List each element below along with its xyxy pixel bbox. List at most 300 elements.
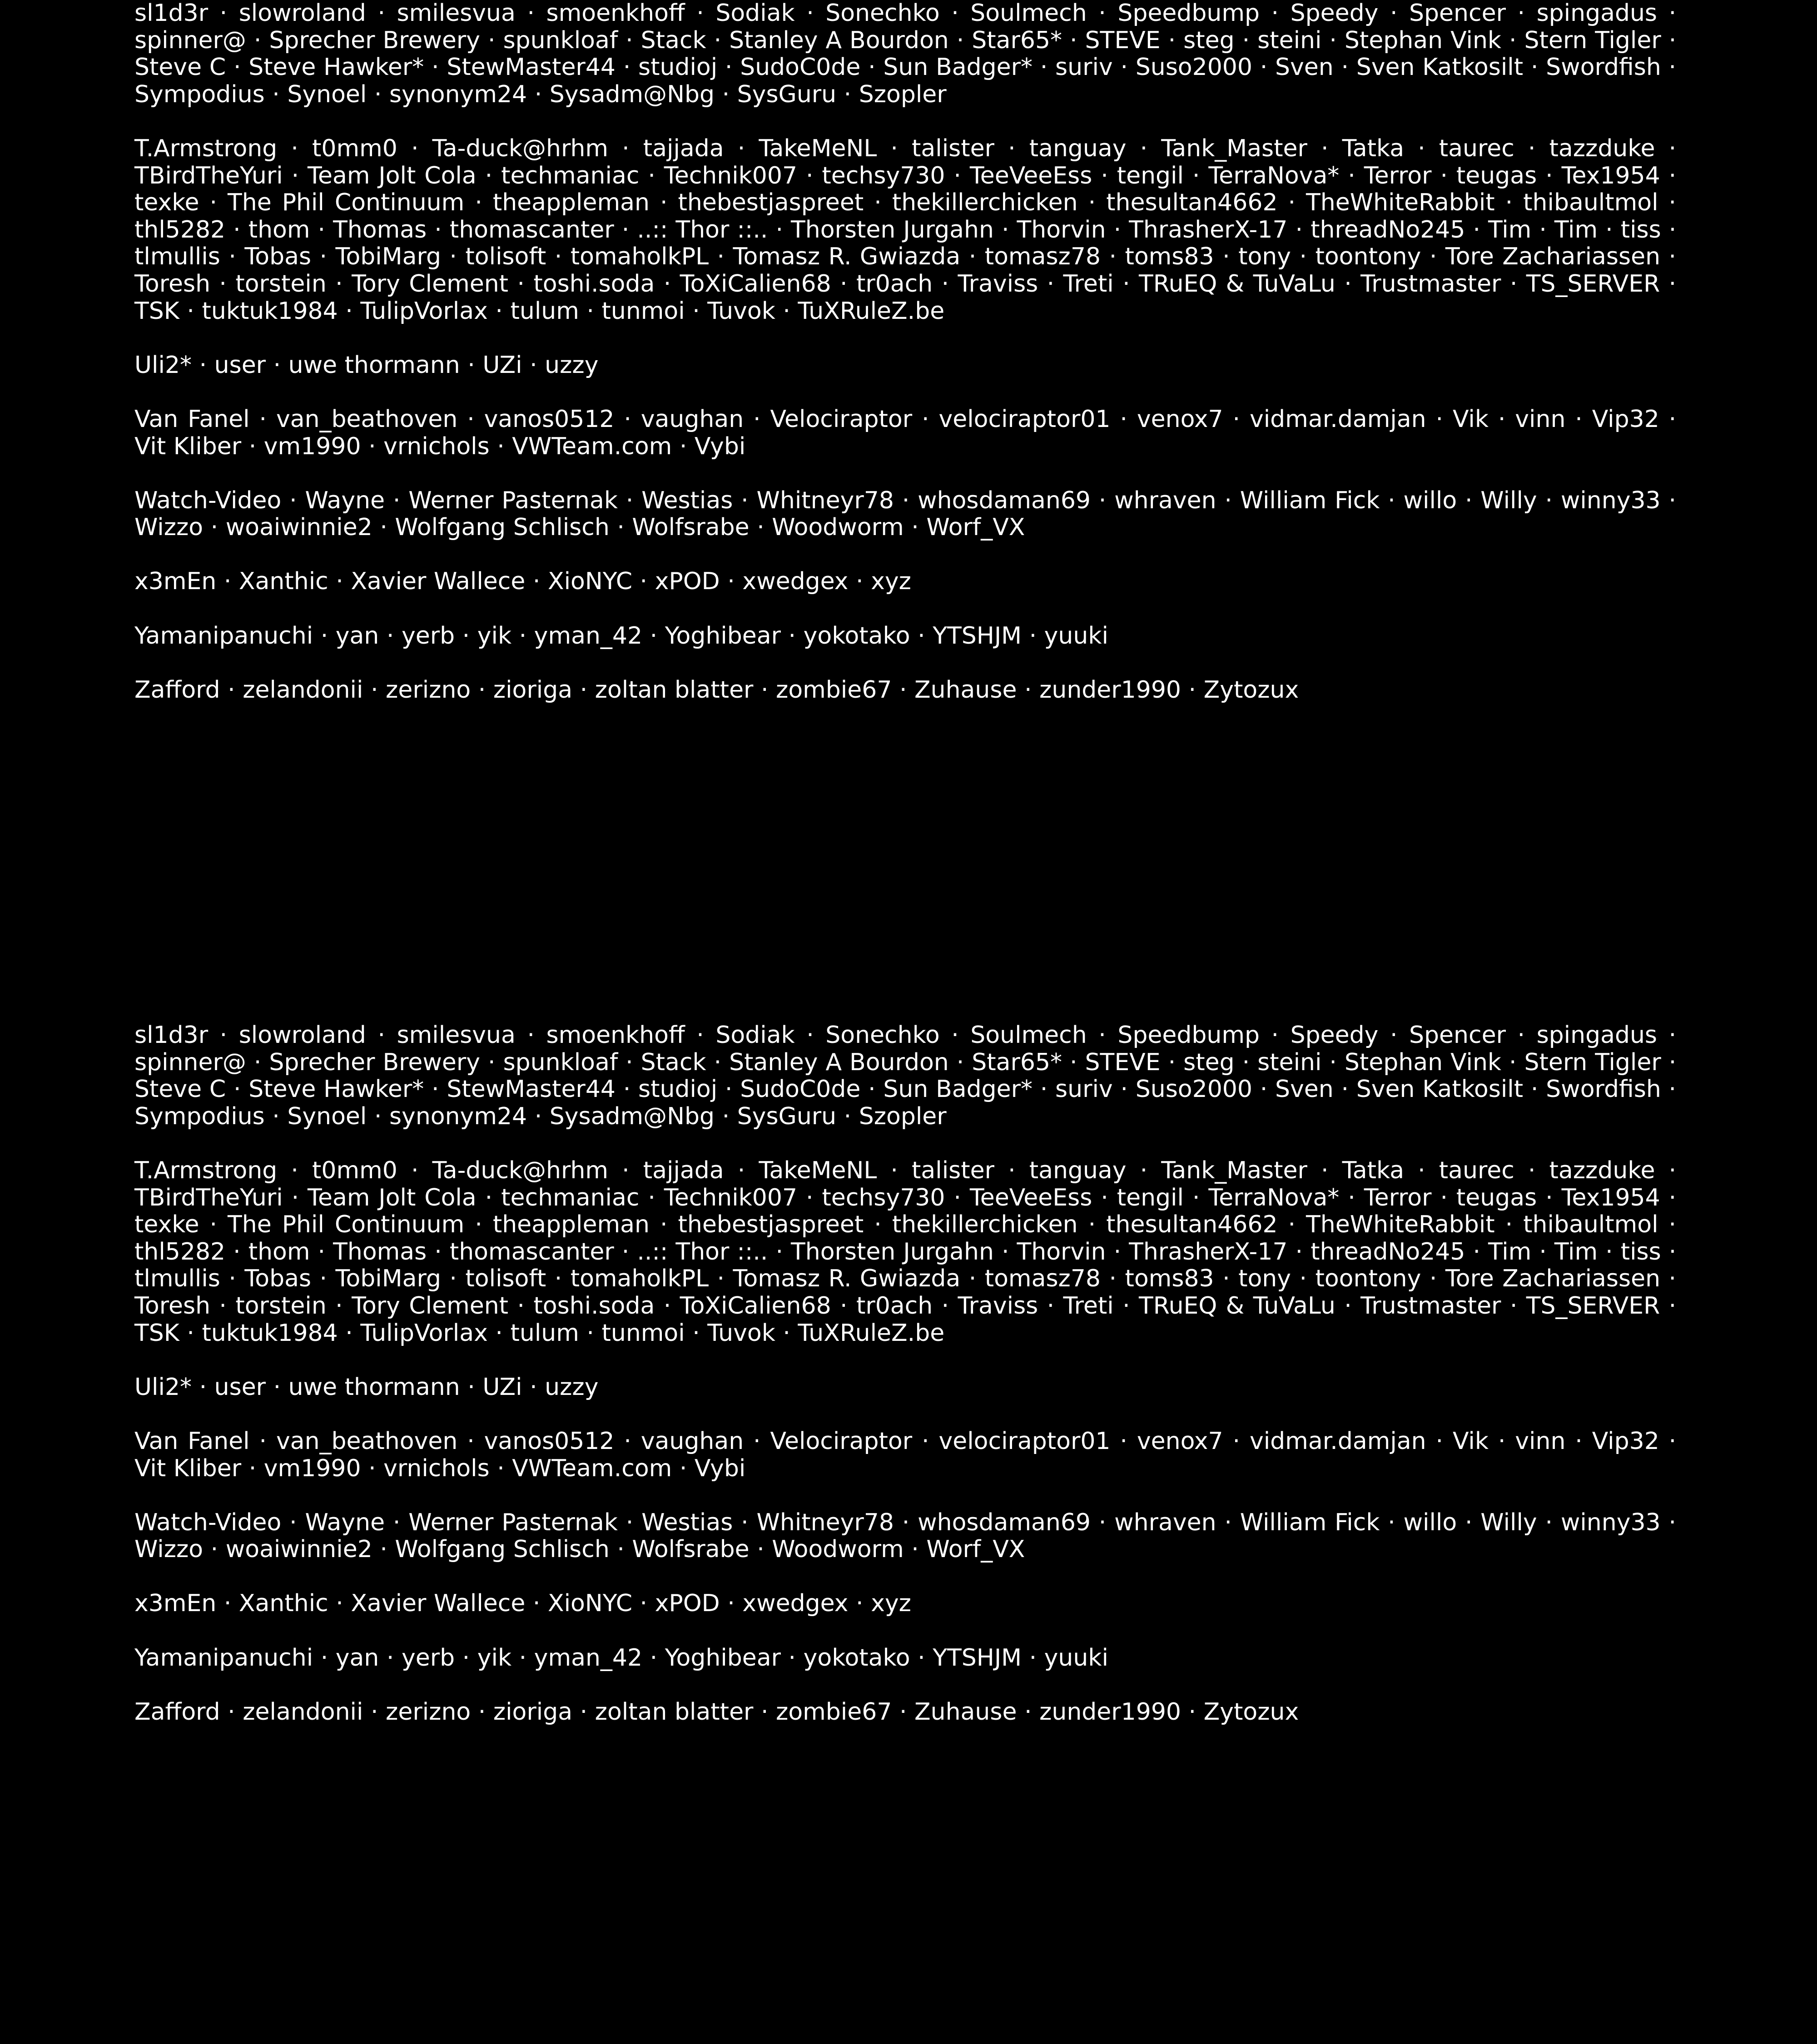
contributor-name: Stephan Vink xyxy=(1344,26,1502,54)
name-separator: · xyxy=(1668,1022,1677,1049)
name-separator: · xyxy=(1509,1048,1517,1076)
contributor-name: thl5282 xyxy=(134,216,226,243)
contributor-name: Yoghibear xyxy=(665,1644,781,1672)
contributor-name: Werner Pasternak xyxy=(408,1508,618,1536)
contributor-name: TheWhiteRabbit xyxy=(1306,189,1495,217)
contributor-name: Vik xyxy=(1452,405,1489,433)
contributor-name: tajjada xyxy=(643,134,724,162)
name-separator: · xyxy=(432,54,439,81)
contributor-name: tazzduke xyxy=(1549,134,1655,162)
contributor-name: vrnichols xyxy=(383,1454,490,1482)
contributor-name: Thorvin xyxy=(1017,216,1106,243)
name-separator: · xyxy=(717,243,725,271)
contributor-name: zoltan blatter xyxy=(595,676,754,704)
contributor-name: Terror xyxy=(1364,162,1432,189)
name-separator: · xyxy=(370,676,378,704)
name-separator: · xyxy=(434,216,442,243)
contributor-name: studioj xyxy=(638,1076,718,1103)
name-separator: · xyxy=(623,54,631,81)
contributor-name: whraven xyxy=(1114,486,1216,514)
name-separator: · xyxy=(1188,1698,1196,1726)
contributor-name: ToXiCalien68 xyxy=(680,1292,831,1320)
name-separator: · xyxy=(411,134,419,162)
credits-group xyxy=(134,352,1676,379)
contributor-name: tony xyxy=(1238,243,1291,271)
name-separator: · xyxy=(1545,1184,1553,1211)
name-separator: · xyxy=(918,622,925,650)
name-separator: · xyxy=(1098,486,1107,514)
name-separator: · xyxy=(1029,622,1037,650)
name-separator: · xyxy=(432,1076,439,1103)
contributor-name: Yoghibear xyxy=(665,622,781,650)
name-separator: · xyxy=(519,1644,527,1672)
contributor-name: thebestjaspreet xyxy=(678,1211,864,1239)
name-separator: · xyxy=(805,162,814,189)
contributor-name: Spencer xyxy=(1409,1022,1506,1049)
name-separator: · xyxy=(497,1454,505,1482)
contributor-name: Worf_VX xyxy=(926,514,1025,541)
contributor-name: synonym24 xyxy=(389,80,527,108)
contributor-name: Tobas xyxy=(244,243,312,271)
contributor-name: SysGuru xyxy=(737,80,837,108)
name-separator: · xyxy=(1465,1508,1473,1536)
contributor-name: TakeMeNL xyxy=(759,1156,877,1184)
name-separator: · xyxy=(259,405,267,433)
name-separator: · xyxy=(1390,1022,1398,1049)
contributor-name: xPOD xyxy=(655,1590,720,1617)
contributor-name: Ta-duck@hrhm xyxy=(432,134,609,162)
contributor-name: tengil xyxy=(1117,162,1184,189)
contributor-name: yokotako xyxy=(803,1644,910,1672)
name-separator: · xyxy=(1040,54,1048,81)
name-separator: · xyxy=(209,189,218,217)
name-separator: · xyxy=(1668,270,1677,298)
name-separator: · xyxy=(1539,1238,1547,1265)
name-separator: · xyxy=(1109,1265,1117,1293)
name-separator: · xyxy=(922,1427,929,1455)
name-separator: · xyxy=(956,1048,964,1076)
name-separator: · xyxy=(1668,189,1677,217)
contributor-name: thom xyxy=(248,1238,310,1265)
contributor-name: Tex1954 xyxy=(1561,162,1660,189)
contributor-name: xwedgex xyxy=(742,568,849,595)
name-separator: · xyxy=(291,134,298,162)
contributor-name: TSK xyxy=(134,297,179,325)
contributor-name: studioj xyxy=(638,54,718,81)
contributor-name: ThrasherX-17 xyxy=(1129,216,1288,243)
name-separator: · xyxy=(783,1319,790,1347)
name-separator: · xyxy=(374,80,382,108)
contributor-name: steini xyxy=(1257,26,1322,54)
contributor-name: tony xyxy=(1238,1265,1291,1293)
contributor-name: Vybi xyxy=(694,432,746,460)
name-separator: · xyxy=(411,1156,419,1184)
contributor-name: van_beathoven xyxy=(276,1427,458,1455)
contributor-name: Tory Clement xyxy=(352,270,509,298)
contributor-name: SudoC0de xyxy=(740,1076,861,1103)
name-separator: · xyxy=(1473,1238,1481,1265)
contributor-name: The Phil Continuum xyxy=(228,1211,465,1239)
contributor-name: Zafford xyxy=(134,676,220,704)
contributor-name: willo xyxy=(1403,1508,1457,1536)
name-separator: · xyxy=(1498,405,1506,433)
name-separator: · xyxy=(534,80,542,108)
name-separator: · xyxy=(187,1319,194,1347)
contributor-name: Technik007 xyxy=(664,1184,798,1211)
name-separator: · xyxy=(1668,54,1677,81)
name-separator: · xyxy=(1668,26,1677,54)
contributor-name: user xyxy=(214,351,266,379)
contributor-name: StewMaster44 xyxy=(447,1076,616,1103)
name-separator: · xyxy=(272,80,280,108)
name-separator: · xyxy=(1429,1265,1437,1293)
name-separator: · xyxy=(554,1265,562,1293)
name-separator: · xyxy=(692,297,700,325)
contributor-name: steg xyxy=(1183,1048,1235,1076)
contributor-name: yuuki xyxy=(1044,1644,1108,1672)
name-separator: · xyxy=(219,1022,228,1049)
contributor-name: Sven Katkosilt xyxy=(1356,54,1524,81)
contributor-name: venox7 xyxy=(1137,1427,1223,1455)
contributor-name: Steve Hawker* xyxy=(248,1076,424,1103)
name-separator: · xyxy=(319,1265,328,1293)
name-separator: · xyxy=(1288,189,1296,217)
name-separator: · xyxy=(1120,1427,1127,1455)
name-separator: · xyxy=(228,1698,235,1726)
credits-group xyxy=(134,1374,1676,1401)
contributor-name: ..:: Thor ::.. xyxy=(637,1238,768,1265)
name-separator: · xyxy=(320,1644,328,1672)
contributor-name: techmaniac xyxy=(501,162,640,189)
contributor-name: Sven xyxy=(1275,54,1334,81)
contributor-name: Zuhause xyxy=(914,1698,1017,1726)
contributor-name: xyz xyxy=(871,568,911,595)
contributor-name: tiss xyxy=(1620,1238,1661,1265)
contributor-name: Vybi xyxy=(694,1454,746,1482)
contributor-name: Sysadm@Nbg xyxy=(549,80,715,108)
name-separator: · xyxy=(660,1211,668,1239)
contributor-name: tulum xyxy=(510,1319,579,1347)
name-separator: · xyxy=(449,243,457,271)
credits-group xyxy=(134,1428,1676,1482)
contributor-name: teugas xyxy=(1456,1184,1537,1211)
name-separator: · xyxy=(648,1184,655,1211)
name-separator: · xyxy=(219,0,228,27)
contributor-name: Uli2* xyxy=(134,351,192,379)
contributor-name: Tatka xyxy=(1342,134,1405,162)
contributor-name: Sodiak xyxy=(715,0,795,27)
name-separator: · xyxy=(223,1590,232,1617)
name-separator: · xyxy=(586,1319,594,1347)
contributor-name: Stephan Vink xyxy=(1344,1048,1502,1076)
credits-group xyxy=(134,1699,1676,1726)
name-separator: · xyxy=(253,1048,262,1076)
contributor-name: yman_42 xyxy=(534,1644,643,1672)
contributor-name: Spencer xyxy=(1409,0,1506,27)
contributor-name: tuktuk1984 xyxy=(202,297,338,325)
credits-group xyxy=(134,623,1676,650)
name-separator: · xyxy=(1668,1292,1677,1320)
name-separator: · xyxy=(722,80,730,108)
contributor-name: talister xyxy=(912,1156,995,1184)
contributor-name: TobiMarg xyxy=(335,1265,441,1293)
name-separator: · xyxy=(1140,134,1148,162)
contributor-name: Toresh xyxy=(134,270,211,298)
name-separator: · xyxy=(289,1508,297,1536)
contributor-name: woaiwinnie2 xyxy=(225,514,372,541)
name-separator: · xyxy=(273,351,281,379)
contributor-name: theappleman xyxy=(492,189,650,217)
contributor-name: Xavier Wallece xyxy=(351,568,526,595)
contributor-name: tulum xyxy=(510,297,579,325)
contributor-name: Steve C xyxy=(134,54,226,81)
contributor-name: Thomas xyxy=(333,216,427,243)
contributor-name: slowroland xyxy=(238,1022,366,1049)
name-separator: · xyxy=(1440,1184,1448,1211)
contributor-name: YTSHJM xyxy=(933,622,1022,650)
name-separator: · xyxy=(1509,1292,1518,1320)
contributor-name: tunmoi xyxy=(601,1319,685,1347)
credits-group xyxy=(134,1509,1676,1563)
contributor-name: xPOD xyxy=(655,568,720,595)
name-separator: · xyxy=(223,568,232,595)
contributor-name: Speedy xyxy=(1290,1022,1379,1049)
contributor-name: Van Fanel xyxy=(134,1427,250,1455)
name-separator: · xyxy=(1295,1238,1303,1265)
contributor-name: tiss xyxy=(1620,216,1661,243)
name-separator: · xyxy=(210,514,218,541)
contributor-name: Xavier Wallece xyxy=(351,1590,526,1617)
contributor-name: Watch-Video xyxy=(134,486,282,514)
name-separator: · xyxy=(1224,486,1232,514)
name-separator: · xyxy=(517,1292,525,1320)
name-separator: · xyxy=(1440,162,1448,189)
contributor-name: yan xyxy=(335,1644,379,1672)
contributor-name: Team Jolt Cola xyxy=(308,1184,477,1211)
contributor-name: venox7 xyxy=(1137,405,1223,433)
name-separator: · xyxy=(1435,1427,1444,1455)
contributor-name: vanos0512 xyxy=(484,405,615,433)
name-separator: · xyxy=(902,1508,910,1536)
contributor-name: vanos0512 xyxy=(484,1427,615,1455)
name-separator: · xyxy=(621,216,630,243)
name-separator: · xyxy=(368,432,376,460)
name-separator: · xyxy=(1008,1156,1016,1184)
contributor-name: XioNYC xyxy=(547,1590,632,1617)
name-separator: · xyxy=(259,1427,267,1455)
name-separator: · xyxy=(951,1022,959,1049)
contributor-name: Sprecher Brewery xyxy=(269,26,481,54)
name-separator: · xyxy=(788,622,796,650)
contributor-name: Ta-duck@hrhm xyxy=(432,1156,609,1184)
name-separator: · xyxy=(844,80,852,108)
name-separator: · xyxy=(1098,1022,1106,1049)
contributor-name: toms83 xyxy=(1125,243,1214,271)
name-separator: · xyxy=(1605,1238,1613,1265)
contributor-name: tlmullis xyxy=(134,243,220,271)
name-separator: · xyxy=(1024,1698,1032,1726)
name-separator: · xyxy=(1029,1644,1037,1672)
name-separator: · xyxy=(640,1590,648,1617)
name-separator: · xyxy=(1517,0,1525,27)
contributor-name: thesultan4662 xyxy=(1106,189,1278,217)
name-separator: · xyxy=(1271,0,1279,27)
name-separator: · xyxy=(488,1048,496,1076)
contributor-name: Tore Zachariassen xyxy=(1445,1265,1661,1293)
name-separator: · xyxy=(757,1536,765,1563)
name-separator: · xyxy=(840,1292,848,1320)
name-separator: · xyxy=(890,134,898,162)
contributor-name: Sprecher Brewery xyxy=(269,1048,481,1076)
contributor-name: William Fick xyxy=(1240,486,1380,514)
name-separator: · xyxy=(1509,26,1517,54)
contributor-name: toontony xyxy=(1315,1265,1421,1293)
name-separator: · xyxy=(374,1102,382,1130)
name-separator: · xyxy=(783,297,790,325)
contributor-name: Willy xyxy=(1480,486,1537,514)
name-separator: · xyxy=(911,514,919,541)
contributor-name: Zytozux xyxy=(1203,676,1299,704)
contributor-name: Swordfish xyxy=(1546,54,1661,81)
contributor-name: spingadus xyxy=(1536,0,1658,27)
name-separator: · xyxy=(1605,216,1613,243)
contributor-name: zoltan blatter xyxy=(595,1698,754,1726)
name-separator: · xyxy=(1299,1265,1307,1293)
name-separator: · xyxy=(386,1644,394,1672)
contributor-name: zerizno xyxy=(386,676,471,704)
name-separator: · xyxy=(199,1373,207,1401)
name-separator: · xyxy=(228,676,235,704)
contributor-name: Terror xyxy=(1364,1184,1432,1211)
name-separator: · xyxy=(868,1076,876,1103)
contributor-name: thom xyxy=(248,216,310,243)
contributor-name: tolisoft xyxy=(465,1265,546,1293)
name-separator: · xyxy=(617,1536,625,1563)
contributor-name: toshi.soda xyxy=(533,1292,655,1320)
contributor-name: XioNYC xyxy=(547,568,632,595)
name-separator: · xyxy=(737,134,745,162)
credits-group xyxy=(134,677,1676,704)
contributor-name: UZi xyxy=(482,1373,522,1401)
contributor-name: Tomasz R. Gwiazda xyxy=(733,243,961,271)
name-separator: · xyxy=(727,1590,735,1617)
name-separator: · xyxy=(640,568,648,595)
contributor-name: vm1990 xyxy=(263,1454,361,1482)
contributor-name: ThrasherX-17 xyxy=(1129,1238,1288,1265)
name-separator: · xyxy=(209,1211,218,1239)
name-separator: · xyxy=(527,1022,535,1049)
name-separator: · xyxy=(370,1698,378,1726)
contributor-name: Tim xyxy=(1488,1238,1532,1265)
contributor-name: uwe thormann xyxy=(288,351,460,379)
name-separator: · xyxy=(1505,189,1513,217)
contributor-name: William Fick xyxy=(1240,1508,1380,1536)
name-separator: · xyxy=(1668,1427,1677,1455)
contributor-name: spunkloaf xyxy=(503,26,618,54)
contributor-name: TheWhiteRabbit xyxy=(1306,1211,1495,1239)
name-separator: · xyxy=(1122,270,1130,298)
name-separator: · xyxy=(1001,1238,1009,1265)
contributor-name: Star65* xyxy=(972,1048,1062,1076)
contributor-name: tajjada xyxy=(643,1156,724,1184)
contributor-name: toshi.soda xyxy=(533,270,655,298)
name-separator: · xyxy=(1668,1211,1677,1239)
name-separator: · xyxy=(1341,54,1349,81)
contributor-name: Stern Tigler xyxy=(1524,26,1661,54)
name-separator: · xyxy=(714,26,722,54)
name-separator: · xyxy=(1295,216,1303,243)
contributor-name: Tank_Master xyxy=(1161,1156,1307,1184)
name-separator: · xyxy=(1168,26,1176,54)
contributor-name: xyz xyxy=(871,1590,911,1617)
name-separator: · xyxy=(478,676,486,704)
contributor-name: Tim xyxy=(1554,1238,1598,1265)
contributor-name: TS_SERVER xyxy=(1526,270,1660,298)
name-separator: · xyxy=(1098,1508,1107,1536)
contributor-name: torstein xyxy=(235,1292,327,1320)
name-separator: · xyxy=(1321,1156,1329,1184)
name-separator: · xyxy=(1101,1184,1108,1211)
name-separator: · xyxy=(1528,1156,1536,1184)
contributor-name: Vip32 xyxy=(1592,405,1659,433)
credits-view-bottom xyxy=(0,1022,1817,2043)
contributor-name: vidmar.damjan xyxy=(1249,1427,1426,1455)
name-separator: · xyxy=(753,405,761,433)
name-separator: · xyxy=(844,1102,852,1130)
contributor-name: Wayne xyxy=(305,486,385,514)
contributor-name: whosdaman69 xyxy=(918,1508,1091,1536)
name-separator: · xyxy=(1668,1048,1677,1076)
contributor-name: yokotako xyxy=(803,622,910,650)
name-separator: · xyxy=(622,134,630,162)
name-separator: · xyxy=(318,1238,326,1265)
name-separator: · xyxy=(1299,243,1307,271)
contributor-name: thekillerchicken xyxy=(892,1211,1078,1239)
contributor-name: Van Fanel xyxy=(134,405,250,433)
name-separator: · xyxy=(434,1238,442,1265)
contributor-name: TobiMarg xyxy=(335,243,441,271)
credits-group xyxy=(134,1645,1676,1672)
name-separator: · xyxy=(650,1644,658,1672)
contributor-name: Westias xyxy=(641,486,733,514)
contributor-name: spinner@ xyxy=(134,26,246,54)
name-separator: · xyxy=(806,0,814,27)
contributor-name: Worf_VX xyxy=(926,1536,1025,1563)
name-separator: · xyxy=(856,1590,864,1617)
name-separator: · xyxy=(392,1508,401,1536)
contributor-name: TBirdTheYuri xyxy=(134,1184,283,1211)
name-separator: · xyxy=(1088,189,1096,217)
contributor-name: Vit Kliber xyxy=(134,1454,242,1482)
contributor-name: Traviss xyxy=(958,270,1038,298)
name-separator: · xyxy=(1429,243,1437,271)
contributor-name: Star65* xyxy=(972,26,1062,54)
name-separator: · xyxy=(233,1238,241,1265)
contributor-name: xwedgex xyxy=(742,1590,849,1617)
name-separator: · xyxy=(624,405,631,433)
contributor-name: Steve C xyxy=(134,1076,226,1103)
name-separator: · xyxy=(968,1265,977,1293)
contributor-name: Tuvok xyxy=(707,297,775,325)
name-separator: · xyxy=(467,1427,475,1455)
name-separator: · xyxy=(1668,1076,1677,1103)
name-separator: · xyxy=(1192,1184,1200,1211)
name-separator: · xyxy=(228,243,236,271)
name-separator: · xyxy=(679,1454,687,1482)
name-separator: · xyxy=(623,1076,631,1103)
name-separator: · xyxy=(624,1427,631,1455)
name-separator: · xyxy=(899,1698,907,1726)
